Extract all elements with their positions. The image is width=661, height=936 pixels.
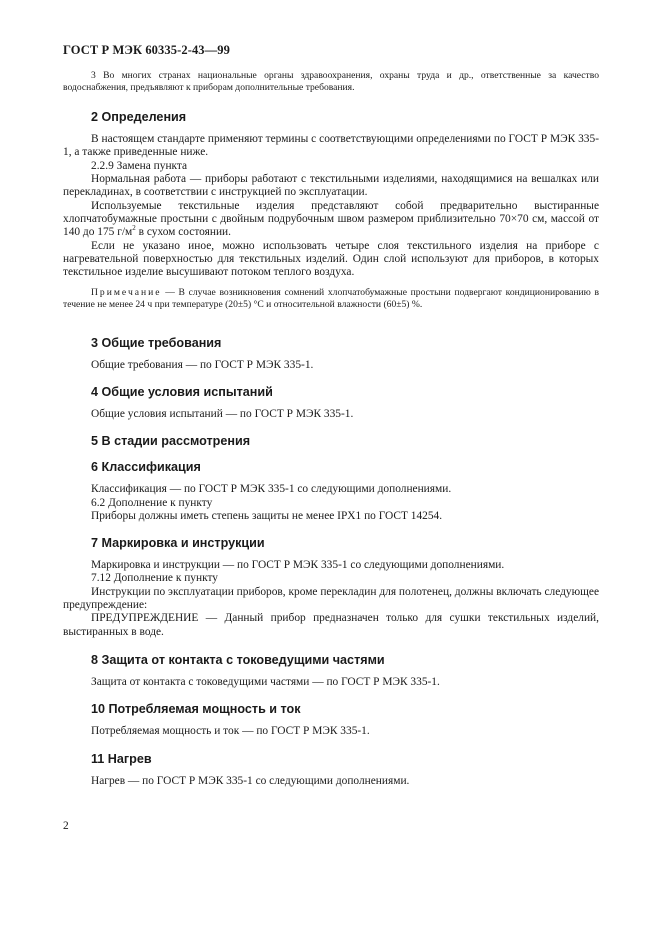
section-2-paragraph: Если не указано иное, можно использовать четыре слоя текстильного изделия на приборе с нагревательной поверхностью для текстильных изделий. Один слой используют для приборов, в которых текстильное изделие высушивают потоком теплого воздуха. (63, 239, 599, 279)
section-5-heading: 5 В стадии рассмотрения (91, 434, 251, 449)
section-8-paragraph: Защита от контакта с токоведущими частями — по ГОСТ Р МЭК 335-1. (91, 675, 440, 688)
section-6-subclause: 6.2 Дополнение к пункту (91, 496, 213, 509)
section-7-subclause: 7.12 Дополнение к пункту (91, 572, 218, 585)
section-2-subclause: 2.2.9 Замена пункта (91, 159, 188, 172)
section-2-paragraph (63, 200, 599, 240)
section-10-paragraph: Потребляемая мощность и ток — по ГОСТ Р МЭК 335-1. (91, 725, 370, 738)
section-2-note (63, 287, 599, 310)
note-text: — В случае возникновения сомнений хлопчатобумажные простыни подвергают кондиционированию в течение не менее 24 ч при температуре (20±5) °С и относительной влажности (60±5) %. (63, 287, 599, 311)
text-fragment: Используемые текстильные изделия представляют собой предварительно выстиранные хлопчатобумажные простыни с двойным подрубочным швом размером приблизительно 70×70 см, массой от 140 до 175 г/м (63, 199, 599, 239)
section-6-heading: 6 Классификация (91, 460, 201, 475)
section-7-warning: ПРЕДУПРЕЖДЕНИЕ — Данный прибор предназначен только для сушки текстильных изделий, выстиранных в воде. (63, 612, 599, 638)
page-content (63, 70, 599, 788)
section-3-paragraph: Общие требования — по ГОСТ Р МЭК 335-1. (91, 358, 314, 371)
section-3-heading: 3 Общие требования (91, 335, 222, 350)
section-2-heading: 2 Определения (91, 110, 187, 125)
section-7-heading: 7 Маркировка и инструкции (91, 536, 265, 551)
section-4-heading: 4 Общие условия испытаний (91, 384, 273, 399)
page-number: 2 (63, 820, 69, 832)
section-4-paragraph: Общие условия испытаний — по ГОСТ Р МЭК 335-1. (91, 407, 354, 420)
section-11-paragraph: Нагрев — по ГОСТ Р МЭК 335-1 со следующими дополнениями. (91, 774, 410, 787)
section-7-paragraph: Инструкции по эксплуатации приборов, кроме перекладин для полотенец, должны включать следующее предупреждение: (63, 585, 599, 612)
section-2-paragraph: Нормальная работа — приборы работают с текстильными изделиями, находящимися на вешалках или перекладинах, в соответствии с инструкцией по эксплуатации. (63, 173, 599, 199)
section-11-heading: 11 Нагрев (91, 751, 152, 766)
text-fragment: в сухом состоянии. (135, 226, 232, 239)
page-header: ГОСТ Р МЭК 60335-2-43—99 (63, 43, 230, 57)
section-7-paragraph: Маркировка и инструкции — по ГОСТ Р МЭК 335-1 со следующими дополнениями. (91, 559, 505, 572)
section-10-heading: 10 Потребляемая мощность и ток (91, 702, 301, 717)
section-2-paragraph: В настоящем стандарте применяют термины с соответствующими определениями по ГОСТ Р МЭК 335-1, а также приведенные ниже. (63, 133, 599, 159)
intro-note: 3 Во многих странах национальные органы здравоохранения, охраны труда и др., ответственные за качество водоснабжения, предъявляют к приборам дополнительные требования. (63, 70, 599, 93)
superscript: 2 (132, 224, 136, 233)
section-6-paragraph: Классификация — по ГОСТ Р МЭК 335-1 со следующими дополнениями. (91, 483, 452, 496)
section-8-heading: 8 Защита от контакта с токоведущими частями (91, 652, 385, 667)
note-label: Примечание (91, 287, 162, 299)
section-6-paragraph: Приборы должны иметь степень защиты не менее IPX1 по ГОСТ 14254. (91, 509, 443, 522)
